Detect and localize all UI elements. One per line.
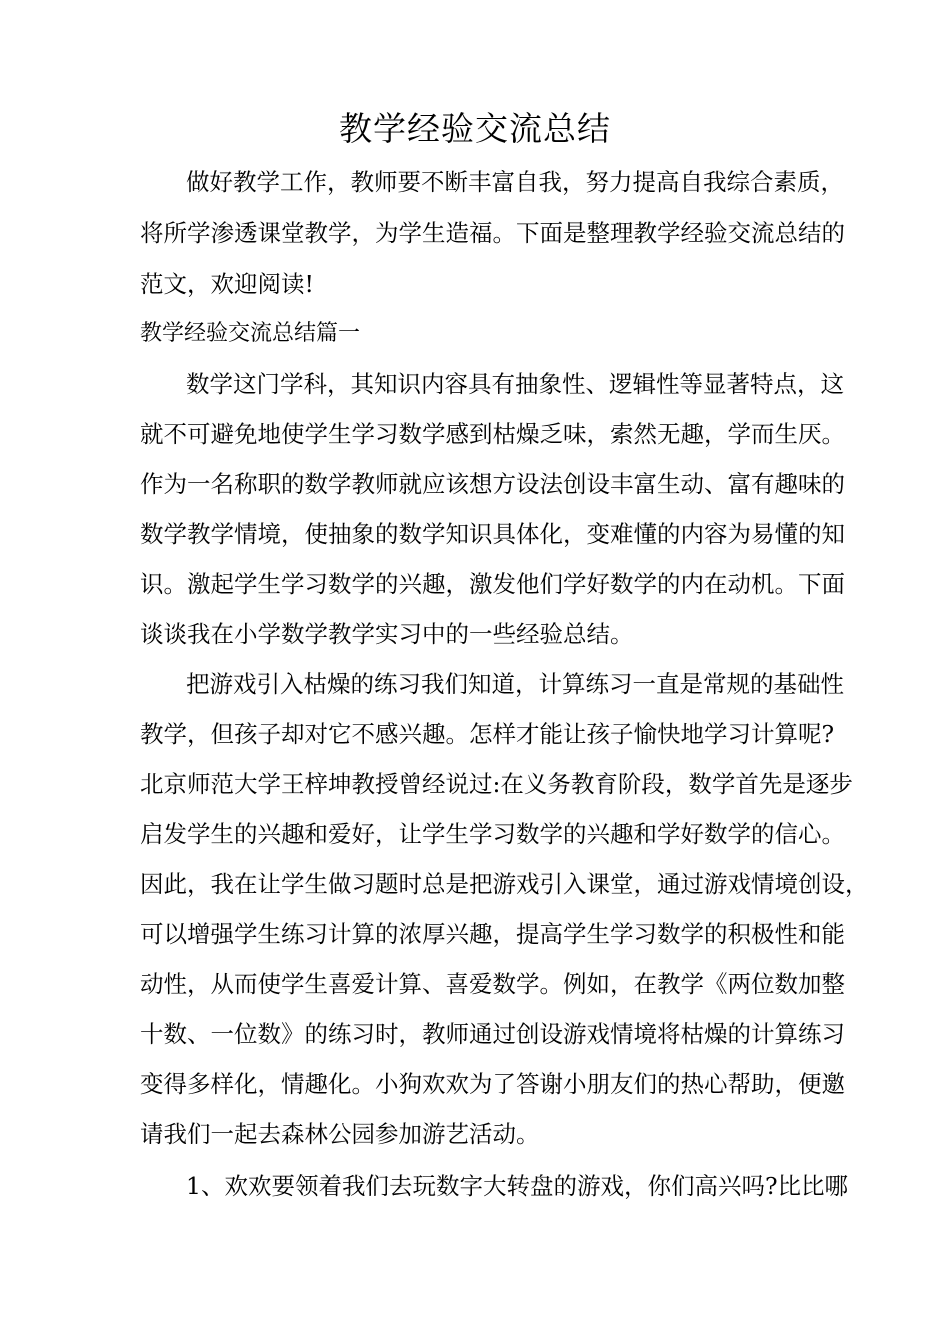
paragraph1-line-4: 数学教学情境，使抽象的数学知识具体化，变难懂的内容为易懂的知 [140,520,845,548]
paragraph2-line-3: 北京师范大学王梓坤教授曾经说过:在义务教育阶段，数学首先是逐步 [140,770,853,798]
section-heading: 教学经验交流总结篇一 [140,321,361,346]
paragraph2-line-5: 因此，我在让学生做习题时总是把游戏引入课堂，通过游戏情境创设， [140,870,869,898]
paragraph2-line-9: 变得多样化，情趣化。小狗欢欢为了答谢小朋友们的热心帮助，便邀 [140,1070,845,1098]
paragraph2-line-7: 动性，从而使学生喜爱计算、喜爱数学。例如，在教学《两位数加整 [140,970,845,998]
intro-line-1: 做好教学工作，教师要不断丰富自我，努力提高自我综合素质， [186,168,844,196]
paragraph1-line-3: 作为一名称职的数学教师就应该想方设法创设丰富生动、富有趣味的 [140,470,845,498]
paragraph1-line-1: 数学这门学科，其知识内容具有抽象性、逻辑性等显著特点，这 [186,370,844,398]
paragraph2-line-4: 启发学生的兴趣和爱好，让学生学习数学的兴趣和学好数学的信心。 [140,820,845,848]
paragraph2-line-6: 可以增强学生练习计算的浓厚兴趣，提高学生学习数学的积极性和能 [140,920,845,948]
paragraph2-line-1: 把游戏引入枯燥的练习我们知道，计算练习一直是常规的基础性 [186,670,844,698]
paragraph1-line-6: 谈谈我在小学数学教学实习中的一些经验总结。 [140,620,634,648]
paragraph1-line-5: 识。激起学生学习数学的兴趣，激发他们学好数学的内在动机。下面 [140,570,845,598]
paragraph2-line-8: 十数、一位数》的练习时，教师通过创设游戏情境将枯燥的计算练习 [140,1020,845,1048]
intro-line-2: 将所学渗透课堂教学，为学生造福。下面是整理教学经验交流总结的 [140,219,845,247]
paragraph2-line-2: 教学，但孩子却对它不感兴趣。怎样才能让孩子愉快地学习计算呢? [140,720,835,748]
paragraph1-line-2: 就不可避免地使学生学习数学感到枯燥乏味，索然无趣，学而生厌。 [140,420,845,448]
intro-line-3: 范文，欢迎阅读! [140,270,314,298]
paragraph2-line-10: 请我们一起去森林公园参加游艺活动。 [140,1120,540,1148]
list-item-1: 1、欢欢要领着我们去玩数字大转盘的游戏，你们高兴吗?比比哪 [186,1172,849,1200]
document-title: 教学经验交流总结 [339,109,611,148]
